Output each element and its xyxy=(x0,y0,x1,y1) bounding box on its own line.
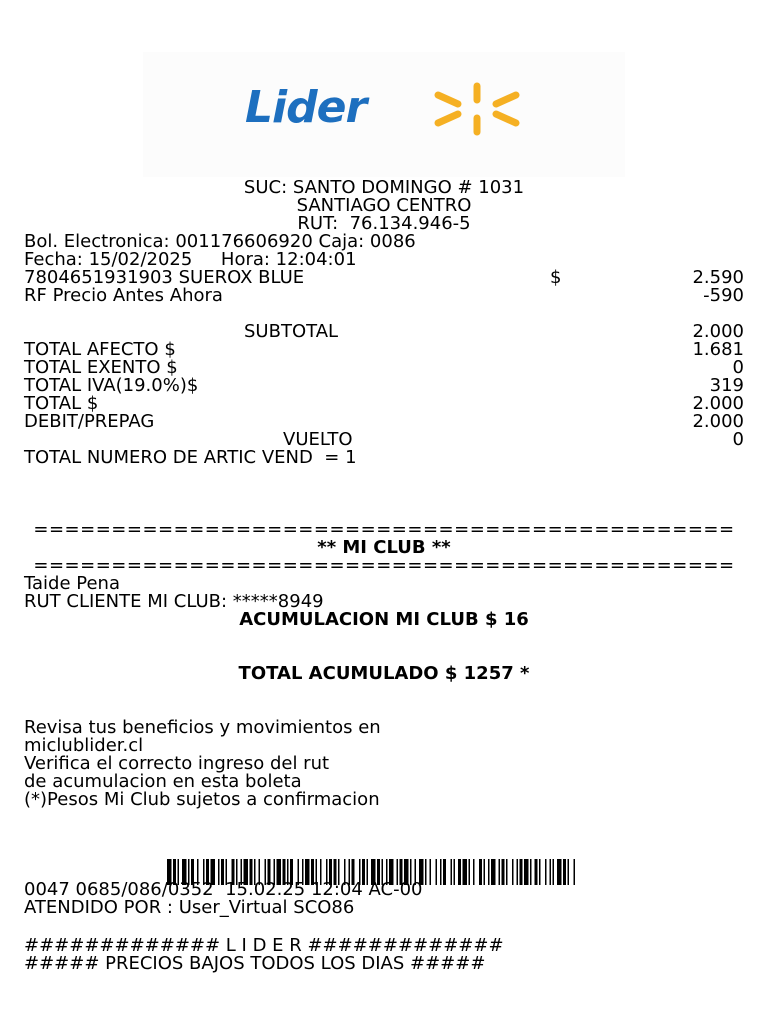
item-description: RF Precio Antes Ahora xyxy=(24,285,223,306)
payment-row xyxy=(24,413,744,431)
separator: ============================================= xyxy=(33,521,735,539)
item-amount: 2.590 xyxy=(692,267,744,288)
vuelto-label: VUELTO xyxy=(283,429,353,450)
total-iva-label: TOTAL IVA(19.0%)$ xyxy=(24,375,199,396)
note-line: de acumulacion en esta boleta xyxy=(24,771,302,792)
walmart-spark-icon xyxy=(430,82,524,136)
total-exento-label: TOTAL EXENTO $ xyxy=(24,357,178,378)
note-line: Revisa tus beneficios y movimientos en xyxy=(24,717,381,738)
subtotal-label: SUBTOTAL xyxy=(244,321,339,342)
club-accumulation: ACUMULACION MI CLUB $ 16 xyxy=(239,609,529,630)
boleta-number: Bol. Electronica: 001176606920 Caja: 0086 xyxy=(24,231,416,252)
vuelto-value: 0 xyxy=(732,429,744,450)
brand-line: ############# L I D E R ############# xyxy=(24,935,504,956)
date-time: Fecha: 15/02/2025 Hora: 12:04:01 xyxy=(24,249,357,270)
club-rut: RUT CLIENTE MI CLUB: *****8949 xyxy=(24,591,324,612)
payment-method: DEBIT/PREPAG xyxy=(24,411,155,432)
line-item xyxy=(24,287,744,305)
slogan: ##### PRECIOS BAJOS TODOS LOS DIAS ##### xyxy=(24,953,486,974)
store-city: SANTIAGO CENTRO xyxy=(296,195,472,216)
club-total-accumulated: TOTAL ACUMULADO $ 1257 * xyxy=(238,663,530,684)
note-line: Verifica el correcto ingreso del rut xyxy=(24,753,330,774)
total-iva-value: 319 xyxy=(709,375,744,396)
total-iva-row xyxy=(24,377,744,395)
note-line: (*)Pesos Mi Club sujetos a confirmacion xyxy=(24,789,380,810)
item-amount: -590 xyxy=(703,285,744,306)
separator: ============================================= xyxy=(33,557,735,575)
subtotal-value: 2.000 xyxy=(692,321,744,342)
payment-amount: 2.000 xyxy=(692,411,744,432)
receipt-body xyxy=(24,179,744,809)
note-line: miclublider.cl xyxy=(24,735,144,756)
total-label: TOTAL $ xyxy=(24,393,99,414)
total-afecto-value: 1.681 xyxy=(692,339,744,360)
articles-count: TOTAL NUMERO DE ARTIC VEND = 1 xyxy=(24,447,357,468)
total-exento-value: 0 xyxy=(732,357,744,378)
logo-background xyxy=(143,52,625,177)
transaction-id: 0047 0685/086/0352 15.02.25 12:04 AC-00 xyxy=(24,879,423,900)
total-afecto-label: TOTAL AFECTO $ xyxy=(24,339,176,360)
company-rut: RUT: 76.134.946-5 xyxy=(297,213,471,234)
receipt-footer xyxy=(24,881,744,917)
attended-by: ATENDIDO POR : User_Virtual SCO86 xyxy=(24,897,355,918)
total-value: 2.000 xyxy=(692,393,744,414)
lider-logo-text: Lider xyxy=(245,82,367,133)
store-name: SUC: SANTO DOMINGO # 1031 xyxy=(243,177,525,198)
customer-name: Taide Pena xyxy=(24,573,120,594)
club-title: ** MI CLUB ** xyxy=(317,537,451,558)
item-currency: $ xyxy=(550,267,562,288)
brand-footer xyxy=(24,937,744,973)
item-description: 7804651931903 SUEROX BLUE xyxy=(24,267,305,288)
